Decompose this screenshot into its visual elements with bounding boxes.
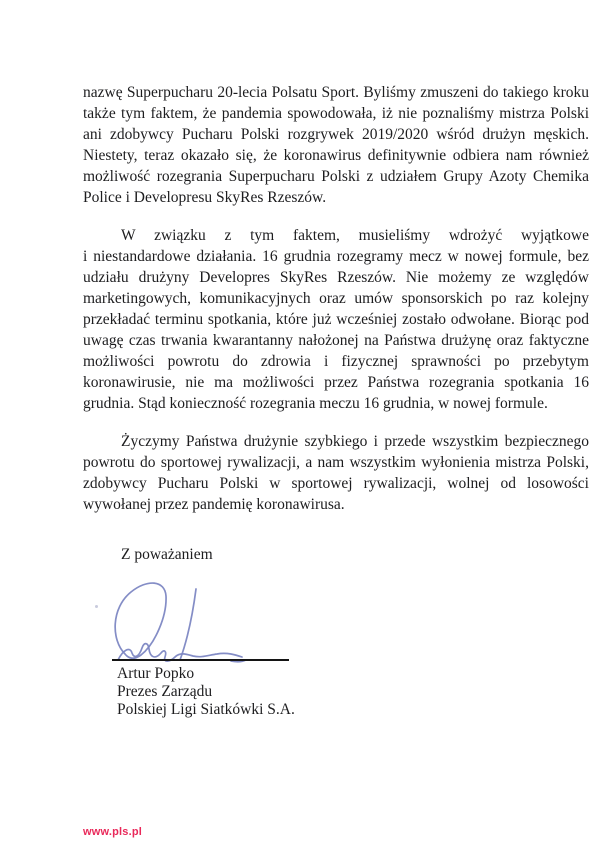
signature-slash-stroke <box>180 589 196 660</box>
signatory-title: Prezes Zarządu <box>117 683 213 700</box>
website-link[interactable]: www.pls.pl <box>83 826 143 838</box>
text-line: uwagę czas trwania kwarantanny nałożonej na Państwa drużynę oraz faktyczne <box>83 332 589 349</box>
text-line: Życzymy Państwa drużynie szybkiego i przede wszystkim bezpiecznego <box>121 433 589 450</box>
text-line: ani zdobywcy Pucharu Polski rozgrywek 2019/2020 wśród drużyn męskich. <box>83 126 589 143</box>
paragraph <box>83 225 589 414</box>
text-line: także tym faktem, że pandemia spowodowała, iż nie poznaliśmy mistrza Polski <box>83 105 589 122</box>
text-line: nazwę Superpucharu 20-lecia Polsatu Sport. Byliśmy zmuszeni do takiego kroku <box>83 84 589 101</box>
text-line: Police i Developresu SkyRes Rzeszów. <box>83 189 327 206</box>
text-line: grudnia. Stąd konieczność rozegrania meczu 16 grudnia, w nowej formule. <box>83 395 548 412</box>
text-line: przekładać terminu spotkania, które już wcześniej zostało odwołane. Biorąc pod <box>83 311 589 328</box>
text-line: koronawirusie, nie ma możliwości przez Państwa rozegrania spotkania 16 <box>83 374 589 391</box>
text-line: Niestety, teraz okazało się, że koronawirus definitywnie odbiera nam również <box>83 147 589 164</box>
paragraph <box>83 431 589 515</box>
closing-salutation: Z poważaniem <box>121 546 213 563</box>
text-line: zdobywcy Pucharu Polski w sportowej rywalizacji, wolnej od losowości <box>83 475 589 492</box>
paragraph <box>83 82 589 208</box>
signature-line <box>112 659 289 661</box>
text-line: możliwość rozegrania Superpucharu Polski z udziałem Grupy Azoty Chemika <box>83 168 589 185</box>
letter-body <box>83 82 589 565</box>
text-line: i niestandardowe działania. 16 grudnia rozegramy mecz w nowej formule, bez <box>83 248 589 265</box>
text-line: wywołanej przez pandemię koronawirusa. <box>83 496 345 513</box>
signatory-block <box>117 665 295 719</box>
text-line: W związku z tym faktem, musieliśmy wdrożyć wyjątkowe <box>121 227 589 244</box>
signatory-company: Polskiej Ligi Siatkówki S.A. <box>117 701 295 718</box>
signature-loop-stroke <box>115 583 166 658</box>
ink-dot <box>95 605 98 608</box>
text-line: marketingowych, komunikacyjnych oraz umów sponsorskich po raz kolejny <box>83 290 589 307</box>
text-line: udziału drużyny Developres SkyRes Rzeszów. Nie możemy ze względów <box>83 269 589 286</box>
text-line: powrotu do sportowej rywalizacji, a nam wszystkim wyłonienia mistrza Polski, <box>83 454 589 471</box>
signatory-name: Artur Popko <box>117 665 195 682</box>
text-line: możliwości powrotu do zdrowia i fizycznej sprawności po przebytym <box>83 353 589 370</box>
